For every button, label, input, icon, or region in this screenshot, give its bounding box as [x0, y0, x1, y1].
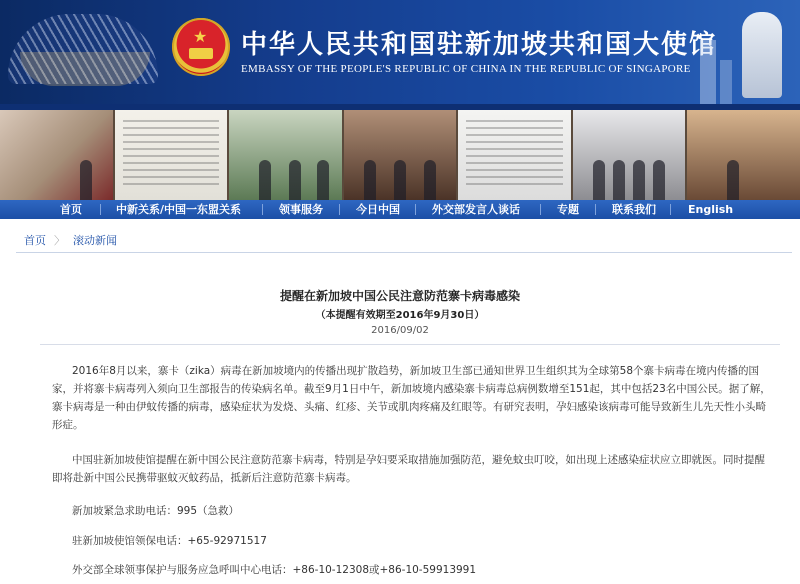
photo-speech: [0, 110, 113, 200]
nav-separator: [670, 204, 671, 215]
nav-item-relations[interactable]: 中新关系/中国一东盟关系: [116, 203, 242, 216]
breadcrumb-home[interactable]: 首页: [24, 234, 46, 247]
stadium-lights-image: [20, 52, 150, 86]
nav-separator: [595, 204, 596, 215]
nav-item-special-topics[interactable]: 专题: [557, 203, 579, 216]
photo-ceremony: [573, 110, 686, 200]
breadcrumb-divider: [16, 252, 792, 253]
photo-meeting: [229, 110, 342, 200]
nav-separator: [100, 204, 101, 215]
embassy-title-chinese: 中华人民共和国驻新加坡共和国大使馆: [241, 30, 718, 60]
breadcrumb: [24, 232, 117, 248]
photo-newspaper: [115, 110, 228, 200]
contact-line-embassy: 驻新加坡使馆领保电话：+65-92971517: [72, 535, 267, 547]
nav-item-english[interactable]: English: [688, 203, 734, 216]
merlion-statue-image: [742, 12, 782, 98]
nav-item-china-today[interactable]: 今日中国: [356, 203, 400, 216]
article-validity-note: （本提醒有效期至2016年9月30日）: [315, 310, 485, 321]
skyline-tower-image: [720, 60, 732, 110]
article-paragraph: 2016年8月以来，寨卡（zika）病毒在新加坡境内的传播出现扩散趋势，新加坡卫生部已通知世界卫生组织其为全球第58个寨卡病毒在境内传播的国家，并将寨卡病毒列入须向卫生部报告的传染病名单。截至9月1日中午，新加坡境内感染寨卡病毒总病例数增至151起，其中包括23名中国公民。据了解，寨卡病毒是一种由伊蚊传播的病毒，感染症状为发烧、头痛、红疹、关节或肌肉疼痛及红眼等。有研究表明，孕妇感染该病毒可能导致新生儿先天性小头畸形症。: [52, 365, 771, 431]
photo-podium: [687, 110, 800, 200]
article-divider: [40, 344, 780, 345]
photo-strip: [0, 110, 800, 200]
nav-separator: [415, 204, 416, 215]
skyline-tower-image: [700, 40, 716, 110]
nav-item-contact[interactable]: 联系我们: [612, 203, 656, 216]
tiananmen-gate-icon: [189, 48, 213, 59]
main-nav: [0, 200, 800, 219]
star-icon: ★: [193, 27, 208, 46]
breadcrumb-separator: 〉: [54, 234, 65, 247]
contact-line-mfa-hotline: 外交部全球领事保护与服务应急呼叫中心电话：+86-10-12308或+86-10-59913991: [72, 564, 477, 576]
article-title: 提醒在新加坡中国公民注意防范寨卡病毒感染: [279, 289, 520, 303]
contact-line-emergency: 新加坡紧急求助电话：995（急救）: [72, 505, 240, 517]
embassy-title-english: EMBASSY OF THE PEOPLE'S REPUBLIC OF CHINA IN THE REPUBLIC OF SINGAPORE: [241, 63, 691, 75]
nav-item-spokesperson[interactable]: 外交部发言人谈话: [432, 203, 520, 216]
nav-item-home[interactable]: 首页: [60, 203, 82, 216]
national-emblem-icon: [172, 18, 230, 76]
photo-article: [458, 110, 571, 200]
nav-separator: [339, 204, 340, 215]
nav-separator: [262, 204, 263, 215]
header-banner: [0, 0, 800, 110]
photo-banquet: [344, 110, 457, 200]
article-paragraph: 中国驻新加坡使馆提醒在新中国公民注意防范寨卡病毒，特别是孕妇要采取措施加强防范，避免蚊虫叮咬，如出现上述感染症状应立即就医。同时提醒即将赴新中国公民携带驱蚊灭蚊药品，抵新后注意防范寨卡病毒。: [52, 454, 765, 484]
article-date: 2016/09/02: [371, 325, 429, 336]
nav-item-consular[interactable]: 领事服务: [279, 203, 323, 216]
nav-separator: [540, 204, 541, 215]
breadcrumb-current[interactable]: 滚动新闻: [73, 234, 117, 247]
